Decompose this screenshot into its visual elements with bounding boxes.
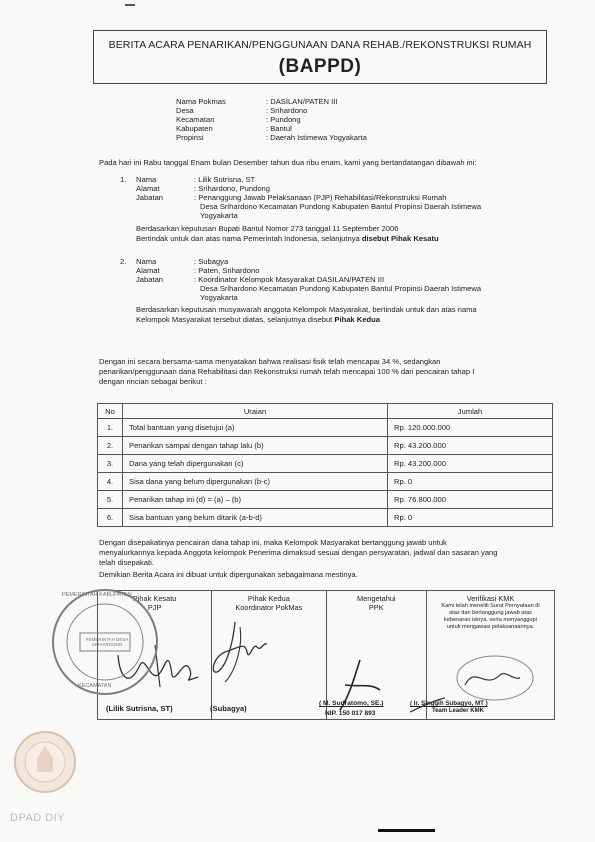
- document-title: BERITA ACARA PENARIKAN/PENGGUNAAN DANA REHAB./REKONSTRUKSI RUMAH: [108, 39, 532, 51]
- party1-jabatan-label: Jabatan: [136, 193, 164, 202]
- signatory-name-3: ( M. Sudratomo, SE.): [319, 700, 384, 707]
- identity-value-desa: : Srihardono: [266, 106, 308, 115]
- funds-table: [97, 403, 553, 527]
- signature-verifikasi: [405, 650, 545, 720]
- intro-text: Pada hari ini Rabu tanggal Enam bulan Desember tahun dua ribu enam, kami yang bertandatangan dibawah ini:: [99, 158, 477, 167]
- row-number: 4.: [98, 473, 123, 491]
- closing-line-3: telah disepakati.: [99, 558, 154, 567]
- party1-jabatan: : Penanggung Jawab Pelaksanaan (PJP) Rehabilitasi/Rekonstruksi Rumah: [194, 193, 447, 202]
- party2-jabatan-line3: Yogyakarta: [200, 293, 238, 302]
- signature-role: Mengetahui: [356, 594, 396, 603]
- row-number: 6.: [98, 509, 123, 527]
- party2-nama-label: Nama: [136, 257, 157, 266]
- party2-alamat: : Paten, Srihardono: [194, 266, 260, 275]
- signatory-title-4: Team Leader KMK: [432, 708, 484, 714]
- signatory-name-1: (Lilik Sutrisna, ST): [106, 704, 173, 713]
- party2-act-bold: Pihak Kedua: [334, 315, 380, 324]
- party1-jabatan-line2: Desa Srihardono Kecamatan Pundong Kabupaten Bantul Propinsi Daerah Istimewa: [200, 202, 482, 211]
- party2-jabatan-line2: Desa Srihardono Kecamatan Pundong Kabupaten Bantul Propinsi Daerah Istimewa: [200, 284, 482, 293]
- party2-number: 2.: [120, 257, 127, 266]
- row-amount: Rp. 43.200.000: [388, 437, 553, 455]
- closing-line-4: Demikian Berita Acara ini dibuat untuk dipergunakan sebagaimana mestinya.: [99, 570, 358, 579]
- identity-value-kecamatan: : Pundong: [266, 115, 301, 124]
- signatory-name-2: (Subagya): [210, 704, 247, 713]
- row-amount: Rp. 0: [388, 509, 553, 527]
- emblem-icon: [12, 728, 78, 798]
- party2-jabatan: : Koordinator Kelompok Masyarakat DASILAN/PATEN III: [194, 275, 385, 284]
- row-description: Penarikan tahap ini (d) = (a) – (b): [123, 491, 388, 509]
- signature-pihak-kedua: [205, 612, 280, 687]
- identity-value-propinsi: : Daerah Istimewa Yogyakarta: [266, 133, 367, 142]
- party1-act: [136, 234, 439, 243]
- identity-label-kabupaten: Kabupaten: [176, 124, 213, 133]
- stamp-text-bottom: KECAMATAN: [78, 683, 112, 689]
- row-amount: Rp. 0: [388, 473, 553, 491]
- row-description: Penarikan sampai dengan tahap lalu (b): [123, 437, 388, 455]
- row-number: 3.: [98, 455, 123, 473]
- party1-act-text: Bertindak untuk dan atas nama Pemerintah Indonesia, selanjutnya: [136, 234, 362, 243]
- row-amount: Rp. 120.000.000: [388, 419, 553, 437]
- column-header-no: No: [98, 404, 123, 419]
- table-row: [98, 509, 553, 527]
- closing-line-2: menyalurkannya kepada Anggota kelompok Penerima dimaksud sesuai dengan persyaratan, jadwal dan sasaran yang: [99, 548, 498, 557]
- stamp-text-top: PEMERINTAH KABUPATEN: [62, 592, 132, 598]
- statement-line-3: dengan rincian sebagai berikut :: [99, 377, 207, 386]
- table-row: [98, 473, 553, 491]
- signature-role: Pihak Kedua: [247, 594, 290, 603]
- table-header-row: [98, 404, 553, 419]
- party1-basis: Berdasarkan keputusan Bupati Bantul Nomor 273 tanggal 11 September 2006: [136, 224, 399, 233]
- party2-act: [136, 315, 380, 324]
- row-description: Sisa bantuan yang belum ditarik (a-b-d): [123, 509, 388, 527]
- signature-role: Verifikasi KMK: [466, 594, 515, 603]
- identity-label-pokmas: Nama Pokmas: [176, 97, 226, 106]
- party2-act-text: Kelompok Masyarakat tersebut diatas, selanjutnya disebut: [136, 315, 335, 324]
- row-number: 1.: [98, 419, 123, 437]
- watermark-text: DPAD DIY: [10, 812, 66, 824]
- row-amount: Rp. 43.200.000: [388, 455, 553, 473]
- signature-subrole: PPK: [368, 603, 384, 612]
- row-number: 2.: [98, 437, 123, 455]
- row-description: Dana yang telah dipergunakan (c): [123, 455, 388, 473]
- identity-label-desa: Desa: [176, 106, 194, 115]
- table-row: [98, 455, 553, 473]
- bottom-mark: [378, 829, 435, 832]
- party1-alamat: : Srihardono, Pundong: [194, 184, 270, 193]
- party2-jabatan-label: Jabatan: [136, 275, 164, 284]
- closing-line-1: Dengan disepakatinya pencairan dana tahap ini, maka Kelompok Masyarakat bertanggung jawab untuk: [99, 538, 447, 547]
- statement-line-1: Dengan ini secara bersama-sama menyatakan bahwa realisasi fisik telah mencapai 34 %, sedangkan: [99, 357, 441, 366]
- row-number: 5.: [98, 491, 123, 509]
- statement-line-2: penarikan/penggunaan dana Rehabilitasi dan Rekonstruksi rumah telah mencapai 100 % dari pencairan tahap I: [99, 367, 475, 376]
- signature-mengetahui: [330, 655, 390, 715]
- column-header-uraian: Uraian: [123, 404, 388, 419]
- signature-subrole: Koordinator PokMas: [235, 603, 303, 612]
- verification-statement: Kami telah meneliti Surat Pernyataan di atas dan bertanggung jawab atas kebenaran isinya, serta menyanggupi untuk mengawasi pelaksanaannya.: [441, 603, 540, 630]
- party1-jabatan-line3: Yogyakarta: [200, 211, 238, 220]
- row-description: Total bantuan yang disetujui (a): [123, 419, 388, 437]
- signature-role: Pihak Kesatu: [132, 594, 177, 603]
- identity-label-kecamatan: Kecamatan: [176, 115, 215, 124]
- signatory-nip-3: NIP. 150 017 893: [325, 710, 376, 717]
- signature-subrole: PJP: [147, 603, 162, 612]
- party1-number: 1.: [120, 175, 127, 184]
- column-header-jumlah: Jumlah: [388, 404, 553, 419]
- title-box: [93, 30, 547, 84]
- row-description: Sisa dana yang belum dipergunakan (b-c): [123, 473, 388, 491]
- identity-label-propinsi: Propinsi: [176, 133, 204, 142]
- table-row: [98, 491, 553, 509]
- top-mark: [125, 4, 135, 6]
- party2-basis: Berdasarkan keputusan musyawarah anggota Kelompok Masyarakat, bertindak untuk dan atas nama: [136, 305, 477, 314]
- party1-act-bold: disebut Pihak Kesatu: [361, 234, 439, 243]
- party1-nama-label: Nama: [136, 175, 157, 184]
- identity-value-pokmas: : DASILAN/PATEN III: [266, 97, 338, 106]
- signatory-name-4: ( Ir. Singgih Subagyo, MT ): [410, 700, 488, 707]
- stamp-text-middle: PEMERINTAH DESA SRIHARDONO: [85, 637, 129, 647]
- table-row: [98, 437, 553, 455]
- table-row: [98, 419, 553, 437]
- party1-nama: : Lilik Sutrisna, ST: [194, 175, 256, 184]
- party1-alamat-label: Alamat: [136, 184, 160, 193]
- party2-nama: : Subagya: [194, 257, 229, 266]
- document-acronym: (BAPPD): [278, 56, 362, 77]
- party2-alamat-label: Alamat: [136, 266, 160, 275]
- row-amount: Rp. 76.800.000: [388, 491, 553, 509]
- identity-value-kabupaten: : Bantul: [266, 124, 292, 133]
